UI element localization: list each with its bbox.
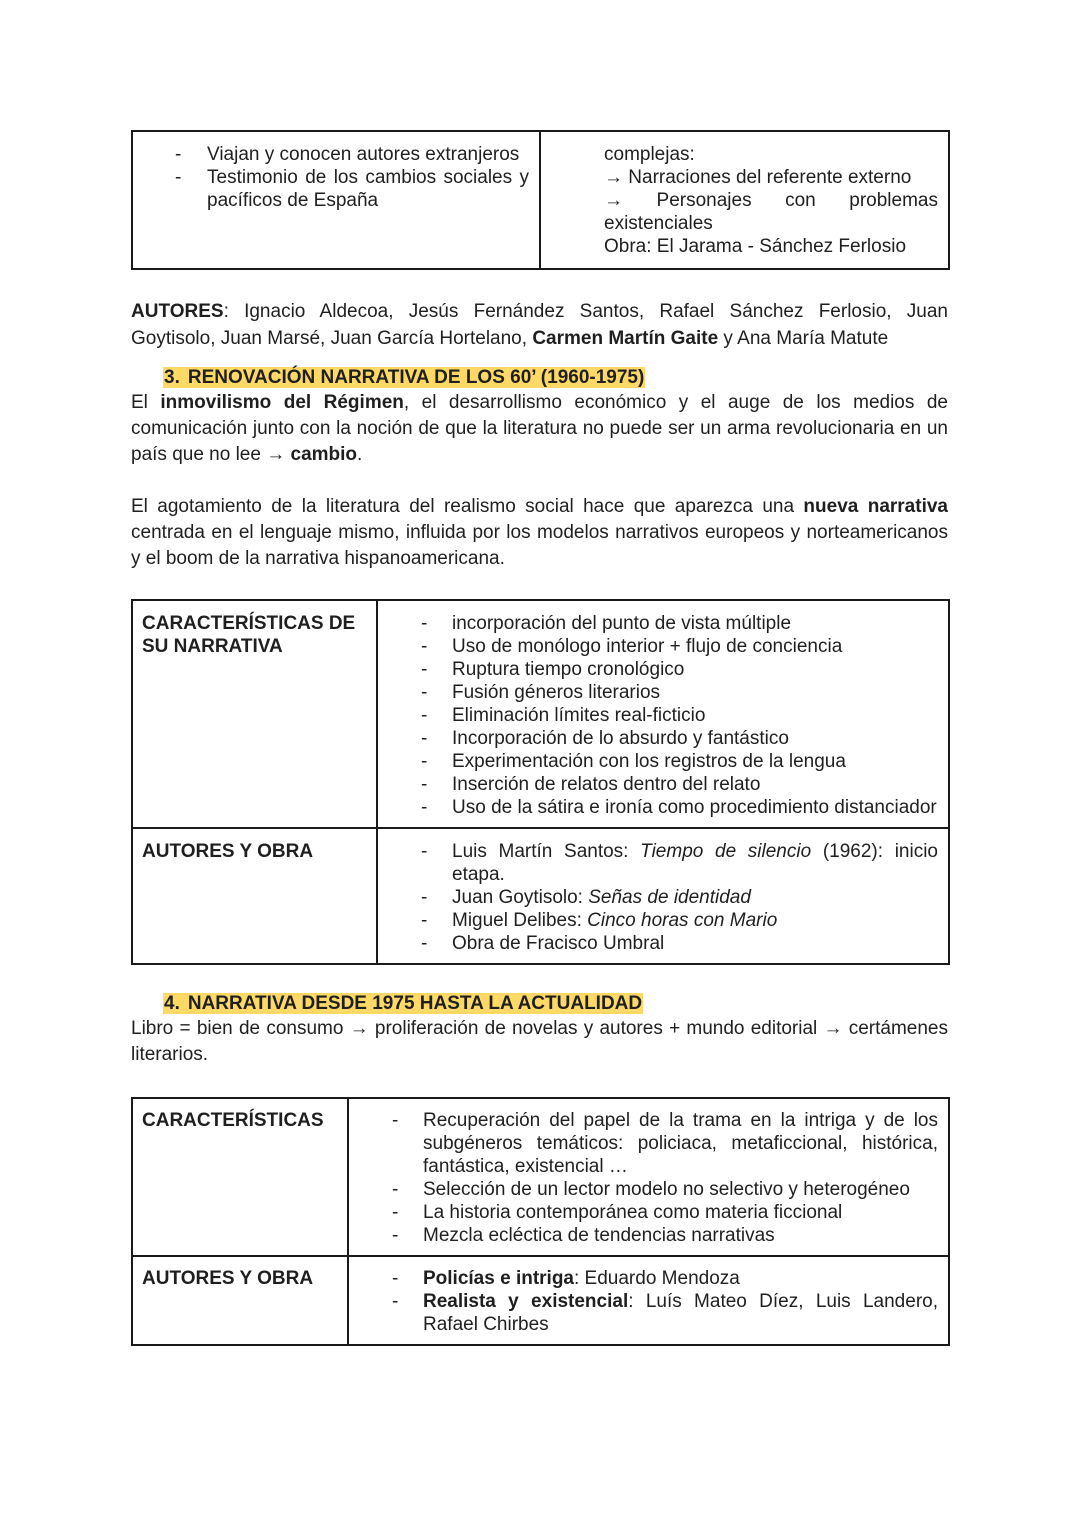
feature-item: - Inserción de relatos dentro del relato (387, 773, 938, 796)
table1-left-cell (132, 131, 540, 269)
section3-heading: 3. RENOVACIÓN NARRATIVA DE LOS 60’ (1960-1975) (164, 367, 645, 388)
actualidad-table (131, 1097, 950, 1346)
section4-paragraph: Libro = bien de consumo → proliferación de novelas y autores + mundo editorial → certámenes literarios. (131, 1018, 948, 1065)
row-label: CARACTERÍSTICAS DE SU NARRATIVA (142, 613, 356, 657)
row-label-cell (132, 828, 377, 964)
author-work-item: - Miguel Delibes: Cinco horas con Mario (387, 909, 938, 932)
feature-item: - incorporación del punto de vista múltiple (387, 612, 938, 635)
author-work-item: - Realista y existencial: Luís Mateo Díez, Luis Landero, Rafael Chirbes (358, 1290, 938, 1336)
features-cell (377, 600, 949, 828)
section3-paragraph-1: El inmovilismo del Régimen, el desarrollismo económico y el auge de los medios de comunicación junto con la noción de que la literatura no puede ser un arma revolucionaria en un país que no lee → cambio. (131, 392, 948, 465)
section3-paragraph-2: El agotamiento de la literatura del realismo social hace que aparezca una nueva narrativa centrada en el lenguaje mismo, influida por los modelos narrativos europeos y norteamericanos y el boom de la narrativa hispanoamericana. (131, 496, 948, 569)
highlighted-author: Carmen Martín Gaite (532, 328, 719, 349)
table1-left-item: - Testimonio de los cambios sociales y pacíficos de España (142, 166, 529, 212)
feature-item: - Ruptura tiempo cronológico (387, 658, 938, 681)
row-label-cell (132, 1256, 348, 1345)
feature-item: - Uso de monólogo interior + flujo de conciencia (387, 635, 938, 658)
feature-item: - Eliminación límites real-ficticio (387, 704, 938, 727)
feature-item: - Fusión géneros literarios (387, 681, 938, 704)
author-work-item: - Luis Martín Santos: Tiempo de silencio (1962): inicio etapa. (387, 840, 938, 886)
feature-item: - Mezcla ecléctica de tendencias narrativas (358, 1224, 938, 1247)
feature-item: - Selección de un lector modelo no selectivo y heterogéneo (358, 1178, 938, 1201)
feature-item: - Recuperación del papel de la trama en la intriga y de los subgéneros temáticos: policiaca, metaficcional, histórica, fantástica, existencial … (358, 1109, 938, 1178)
autores-paragraph: AUTORES: Ignacio Aldecoa, Jesús Fernández Santos, Rafael Sánchez Ferlosio, Juan Goytisolo, Juan Marsé, Juan García Hortelano, Carmen Martín Gaite y Ana María Matute (131, 301, 948, 349)
section4-heading: 4. NARRATIVA DESDE 1975 HASTA LA ACTUALIDAD (164, 993, 643, 1014)
document-page (131, 130, 948, 1346)
table1-right-cell (540, 131, 949, 269)
feature-item: - Uso de la sátira e ironía como procedimiento distanciador (387, 796, 938, 819)
autores-label: AUTORES (131, 301, 224, 322)
row-label: AUTORES Y OBRA (142, 841, 314, 862)
authors-cell (348, 1256, 949, 1345)
row-label: AUTORES Y OBRA (142, 1268, 314, 1289)
row-label: CARACTERÍSTICAS (142, 1110, 324, 1131)
author-work-item: - Policías e intriga: Eduardo Mendoza (358, 1267, 938, 1290)
feature-item: - La historia contemporánea como materia ficcional (358, 1201, 938, 1224)
table1-right-line: complejas: (604, 144, 695, 165)
renovacion-table (131, 599, 950, 965)
feature-item: - Experimentación con los registros de la lengua (387, 750, 938, 773)
row-label-cell (132, 1098, 348, 1256)
features-cell (348, 1098, 949, 1256)
table1-right-line: → Narraciones del referente externo (604, 167, 912, 188)
feature-item: - Incorporación de lo absurdo y fantástico (387, 727, 938, 750)
table1-right-line: → Personajes con problemas existenciales (604, 190, 938, 234)
generation-50-table (131, 130, 950, 270)
table1-right-line: Obra: El Jarama - Sánchez Ferlosio (604, 236, 907, 257)
row-label-cell (132, 600, 377, 828)
authors-cell (377, 828, 949, 964)
table1-left-item: - Viajan y conocen autores extranjeros (142, 143, 529, 166)
author-work-item: - Juan Goytisolo: Señas de identidad (387, 886, 938, 909)
author-work-item: - Obra de Fracisco Umbral (387, 932, 938, 955)
